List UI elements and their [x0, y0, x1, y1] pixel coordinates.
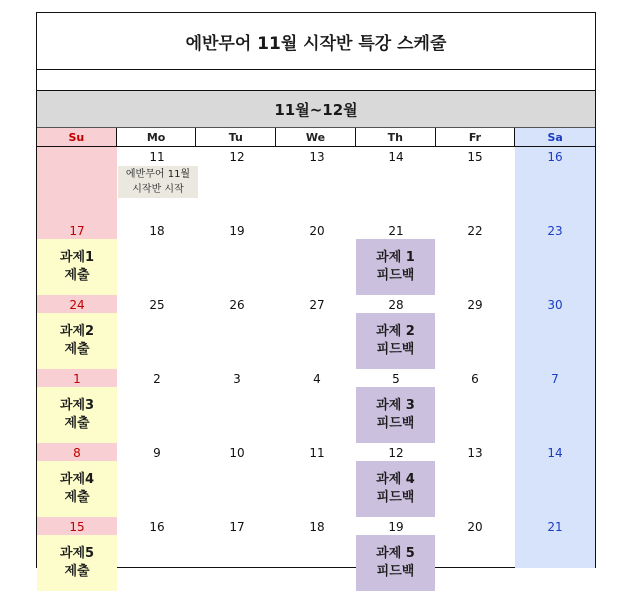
date-wed: 20 — [309, 224, 325, 238]
date-mon: 16 — [149, 520, 165, 534]
date-sun: 24 — [69, 298, 85, 312]
date-sun: 1 — [73, 372, 81, 386]
assignment-submit-cell — [37, 535, 117, 591]
assignment-feedback-cell — [356, 535, 435, 591]
calendar-grid — [37, 147, 595, 579]
assignment-feedback-cell — [356, 239, 435, 295]
assignment-feedback-cell — [356, 461, 435, 517]
date-wed: 11 — [309, 446, 325, 460]
date-sat: 16 — [547, 150, 563, 164]
date-mon: 18 — [149, 224, 165, 238]
weekday-header-friday: Fr — [436, 128, 516, 146]
date-sat: 7 — [551, 372, 559, 386]
feedback-label: 과제 5 — [376, 546, 415, 561]
date-fri: 20 — [467, 520, 483, 534]
date-wed: 27 — [309, 298, 325, 312]
feedback-label: 피드백 — [376, 268, 415, 283]
weekday-header-sunday: Su — [37, 128, 117, 146]
feedback-label: 피드백 — [376, 564, 415, 579]
feedback-label: 과제 3 — [376, 398, 415, 413]
start-note-line: 시작반 시작 — [132, 184, 184, 195]
date-wed: 13 — [309, 150, 325, 164]
assignment-feedback-cell — [356, 387, 435, 443]
month-header: 11월~12월 — [37, 91, 595, 128]
feedback-label: 피드백 — [376, 342, 415, 357]
spacer-row — [37, 69, 595, 91]
start-note-line: 에반무어 11월 — [125, 169, 191, 180]
assignment-submit-cell — [37, 461, 117, 517]
date-thu: 12 — [388, 446, 404, 460]
submit-label: 제출 — [64, 342, 90, 357]
date-fri: 15 — [467, 150, 483, 164]
weekday-header-wednesday: We — [276, 128, 356, 146]
submit-label: 제출 — [64, 268, 90, 283]
date-mon: 2 — [153, 372, 161, 386]
date-wed: 18 — [309, 520, 325, 534]
date-thu: 28 — [388, 298, 404, 312]
feedback-label: 과제 1 — [376, 250, 415, 265]
date-thu: 14 — [388, 150, 404, 164]
submit-label: 과제2 — [59, 324, 95, 339]
first-sunday-empty-cell — [37, 147, 117, 221]
date-fri: 22 — [467, 224, 483, 238]
date-mon: 11 — [149, 150, 165, 164]
weekday-header-tuesday: Tu — [196, 128, 276, 146]
date-tue: 19 — [229, 224, 245, 238]
feedback-label: 피드백 — [376, 416, 415, 431]
feedback-label: 피드백 — [376, 490, 415, 505]
date-sat: 30 — [547, 298, 563, 312]
calendar-sheet — [36, 12, 596, 579]
date-tue: 26 — [229, 298, 245, 312]
date-sun: 8 — [73, 446, 81, 460]
weekday-header-monday: Mo — [117, 128, 197, 146]
date-fri: 13 — [467, 446, 483, 460]
date-wed: 4 — [313, 372, 321, 386]
submit-label: 과제1 — [59, 250, 95, 265]
assignment-submit-cell — [37, 313, 117, 369]
assignment-feedback-cell — [356, 313, 435, 369]
date-thu: 21 — [388, 224, 404, 238]
date-mon: 9 — [153, 446, 161, 460]
weekday-header-saturday: Sa — [515, 128, 595, 146]
date-fri: 29 — [467, 298, 483, 312]
date-sun: 17 — [69, 224, 85, 238]
date-tue: 12 — [229, 150, 245, 164]
submit-label: 제출 — [64, 490, 90, 505]
date-tue: 10 — [229, 446, 245, 460]
assignment-submit-cell — [37, 387, 117, 443]
start-note — [118, 166, 198, 198]
page-title: 에반무어 11월 시작반 특강 스케줄 — [37, 13, 595, 70]
date-sat: 23 — [547, 224, 563, 238]
submit-label: 과제5 — [59, 546, 95, 561]
feedback-label: 과제 2 — [376, 324, 415, 339]
date-tue: 3 — [233, 372, 241, 386]
assignment-submit-cell — [37, 239, 117, 295]
date-sat: 14 — [547, 446, 563, 460]
feedback-label: 과제 4 — [376, 472, 415, 487]
weekday-header-thursday: Th — [356, 128, 436, 146]
date-sun: 15 — [69, 520, 85, 534]
weekday-header-row — [37, 128, 595, 147]
submit-label: 제출 — [64, 416, 90, 431]
saturday-column — [515, 147, 595, 568]
date-mon: 25 — [149, 298, 165, 312]
submit-label: 과제3 — [59, 398, 95, 413]
date-thu: 5 — [392, 372, 400, 386]
submit-label: 과제4 — [59, 472, 95, 487]
date-tue: 17 — [229, 520, 245, 534]
date-fri: 6 — [471, 372, 479, 386]
date-thu: 19 — [388, 520, 404, 534]
submit-label: 제출 — [64, 564, 90, 579]
date-sat: 21 — [547, 520, 563, 534]
